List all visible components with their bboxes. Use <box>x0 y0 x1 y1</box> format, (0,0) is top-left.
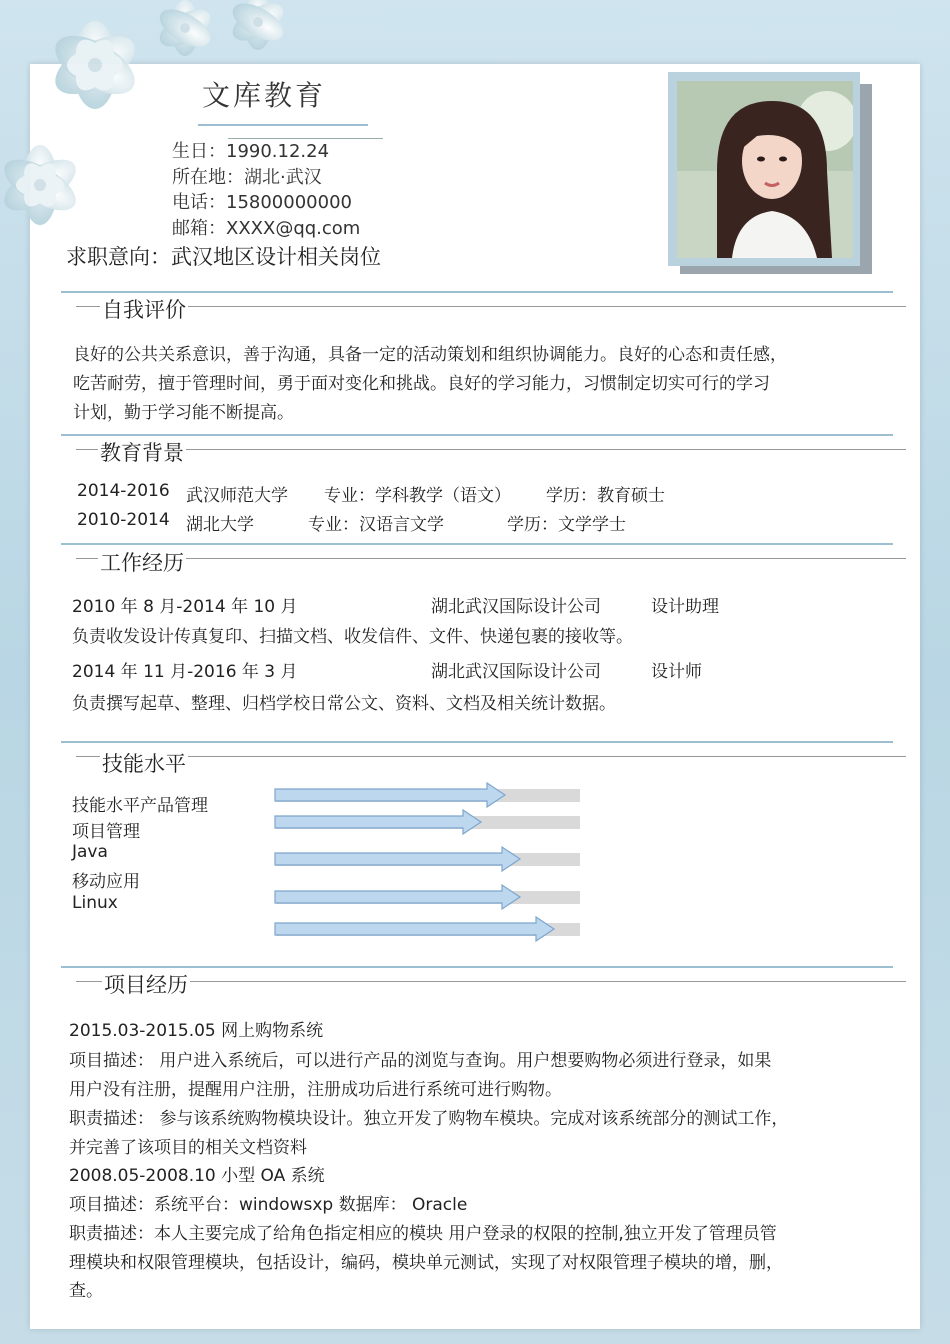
education-title: 教育背景 <box>98 437 186 467</box>
project-line: 2015.03-2015.05 网上购物系统 <box>69 1021 324 1041</box>
skill-level-arrow <box>274 916 558 944</box>
candidate-name: 文库教育 <box>202 79 327 112</box>
self-eval-title: 自我评价 <box>100 294 188 324</box>
skills-accent-line <box>61 741 893 743</box>
edu-degree: 学历：文学学士 <box>507 515 626 535</box>
projects-divider <box>76 981 906 982</box>
portrait-photo <box>677 81 853 258</box>
education-divider <box>76 449 906 450</box>
skill-label: Java <box>72 842 108 862</box>
edu-school: 武汉师范大学 <box>186 486 288 506</box>
project-line: 理模块和权限管理模块，包括设计，编码，模块单元测试，实现了对权限管理子模块的增，删， <box>69 1253 783 1273</box>
project-line: 职责描述：本人主要完成了给角色指定相应的模块 用户登录的权限的控制,独立开发了管理员管 <box>69 1224 777 1244</box>
skill-label: 技能水平产品管理 <box>72 796 208 816</box>
self-eval-accent-line <box>61 291 893 293</box>
skill-label: 移动应用 <box>72 872 140 892</box>
skill-level-arrow <box>274 884 524 912</box>
skill-label: 项目管理 <box>72 822 140 842</box>
work-period: 2014 年 11 月-2016 年 3 月 <box>72 662 298 682</box>
edu-years: 2010-2014 <box>77 510 170 530</box>
work-company: 湖北武汉国际设计公司 <box>431 597 601 617</box>
work-period: 2010 年 8 月-2014 年 10 月 <box>72 597 298 617</box>
edu-major: 专业：汉语言文学 <box>308 515 444 535</box>
email: 邮箱：XXXX@qq.com <box>172 218 361 239</box>
self-eval-line: 良好的公共关系意识，善于沟通，具备一定的活动策划和组织协调能力。良好的心态和责任感， <box>73 345 787 365</box>
project-line: 用户没有注册，提醒用户注册，注册成功后进行系统可进行购物。 <box>69 1080 562 1100</box>
work-role: 设计助理 <box>651 597 719 617</box>
project-line: 并完善了该项目的相关文档资料 <box>69 1138 307 1158</box>
skill-label: Linux <box>72 893 118 913</box>
edu-degree: 学历：教育硕士 <box>546 486 665 506</box>
location: 所在地：湖北·武汉 <box>172 167 322 188</box>
skills-divider <box>76 756 906 757</box>
phone: 电话：15800000000 <box>172 192 352 213</box>
projects-accent-line <box>61 966 893 968</box>
name-underline <box>198 124 368 126</box>
self-eval-line: 计划，勤于学习能不断提高。 <box>73 403 294 423</box>
work-title: 工作经历 <box>98 547 186 577</box>
project-line: 项目描述：系统平台：windowsxp 数据库： Oracle <box>69 1195 468 1215</box>
project-line: 查。 <box>69 1281 103 1301</box>
work-desc: 负责撰写起草、整理、归档学校日常公文、资料、文档及相关统计数据。 <box>72 694 616 714</box>
self-eval-divider <box>76 306 906 307</box>
project-line: 职责描述： 参与该系统购物模块设计。独立开发了购物车模块。完成对该系统部分的测试工作， <box>69 1109 789 1129</box>
skill-level-arrow <box>274 809 485 837</box>
birth-date: 生日：1990.12.24 <box>172 141 330 162</box>
project-line: 项目描述： 用户进入系统后，可以进行产品的浏览与查询。用户想要购物必须进行登录，如果 <box>69 1051 772 1071</box>
education-accent-line <box>61 434 893 436</box>
job-intent: 求职意向：武汉地区设计相关岗位 <box>66 245 381 269</box>
work-desc: 负责收发设计传真复印、扫描文档、收发信件、文件、快递包裹的接收等。 <box>72 627 633 647</box>
work-divider <box>76 558 906 559</box>
project-line: 2008.05-2008.10 小型 OA 系统 <box>69 1166 325 1186</box>
edu-years: 2014-2016 <box>77 481 170 501</box>
skill-level-arrow <box>274 846 524 874</box>
projects-title: 项目经历 <box>102 969 190 999</box>
work-accent-line <box>61 543 893 545</box>
skill-level-arrow <box>274 782 509 810</box>
edu-school: 湖北大学 <box>186 515 254 535</box>
work-role: 设计师 <box>651 662 702 682</box>
edu-major: 专业：学科教学（语文） <box>324 486 511 506</box>
self-eval-line: 吃苦耐劳，擅于管理时间，勇于面对变化和挑战。良好的学习能力，习惯制定切实可行的学习 <box>73 374 770 394</box>
work-company: 湖北武汉国际设计公司 <box>431 662 601 682</box>
skills-title: 技能水平 <box>100 748 188 778</box>
